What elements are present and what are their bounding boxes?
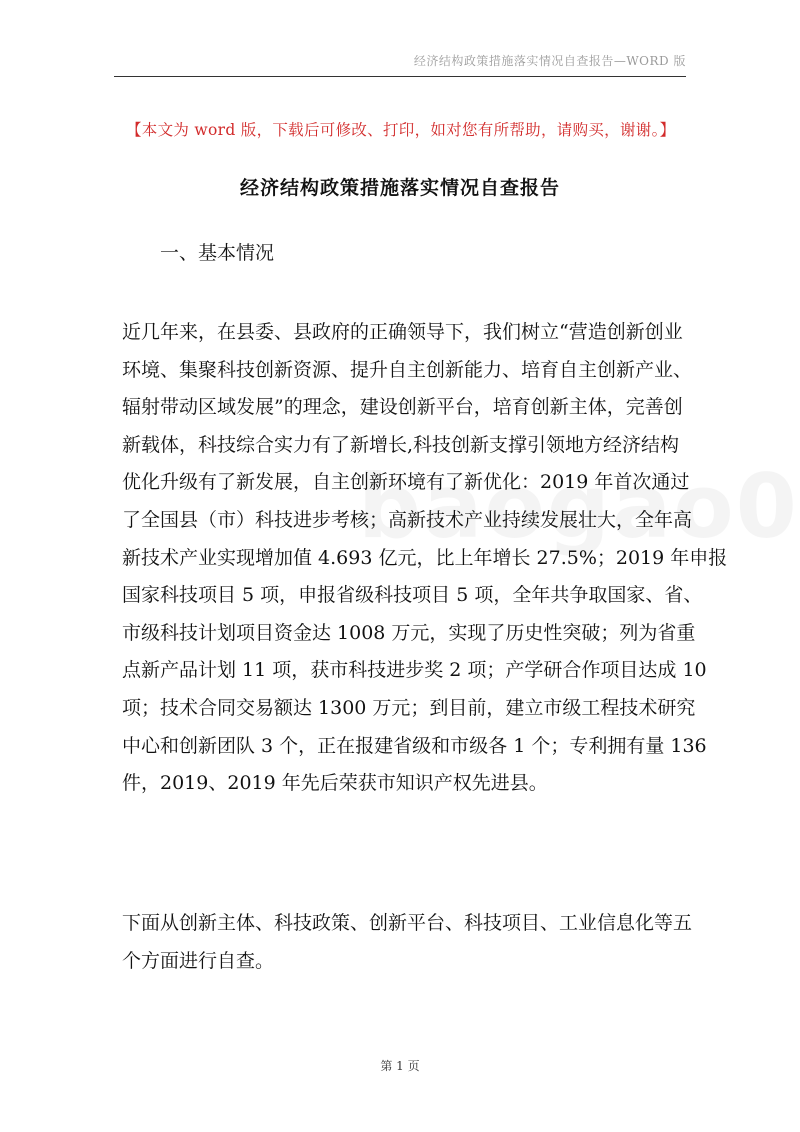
running-header: 经济结构政策措施落实情况自查报告—WORD 版 bbox=[413, 54, 686, 68]
paragraph-line: 了全国县（市）科技进步考核；高新技术产业持续发展壮大，全年高 bbox=[122, 508, 693, 531]
paragraph-line: 优化升级有了新发展，自主创新环境有了新优化：2019 年首次通过 bbox=[122, 471, 690, 494]
paragraph-line: 点新产品计划 11 项，获市科技进步奖 2 项；产学研合作项目达成 10 bbox=[122, 659, 707, 682]
paragraph-line: 国家科技项目 5 项，申报省级科技项目 5 项，全年共争取国家、省、 bbox=[122, 584, 703, 607]
paragraph-line: 项；技术合同交易额达 1300 万元；到目前，建立市级工程技术研究 bbox=[122, 696, 696, 719]
purchase-notice: 【本文为 word 版，下载后可修改、打印，如对您有所帮助，请购买，谢谢。】 bbox=[126, 121, 676, 139]
paragraph-line: 下面从创新主体、科技政策、创新平台、科技项目、工业信息化等五 bbox=[122, 912, 693, 934]
paragraph-line: 环境、集聚科技创新资源、提升自主创新能力、培育自主创新产业、 bbox=[122, 358, 693, 381]
paragraph-line: 新载体，科技综合实力有了新增长,科技创新支撑引领地方经济结构 bbox=[122, 433, 680, 456]
paragraph-line: 市级科技计划项目资金达 1008 万元，实现了历史性突破；列为省重 bbox=[122, 621, 696, 644]
paragraph-basic-situation bbox=[122, 314, 728, 803]
paragraph-line: 件，2019、2019 年先后荣获市知识产权先进县。 bbox=[122, 772, 548, 795]
header-divider bbox=[114, 76, 686, 77]
page-number: 第 1 页 bbox=[380, 1059, 420, 1073]
paragraph-line: 近几年来，在县委、县政府的正确领导下，我们树立“营造创新创业 bbox=[122, 321, 683, 343]
section-heading: 一、基本情况 bbox=[160, 242, 275, 264]
paragraph-line: 辐射带动区域发展”的理念，建设创新平台，培育创新主体，完善创 bbox=[122, 396, 683, 419]
document-title: 经济结构政策措施落实情况自查报告 bbox=[239, 177, 560, 199]
paragraph-line: 新技术产业实现增加值 4.693 亿元，比上年增长 27.5%；2019 年申报 bbox=[122, 546, 728, 569]
paragraph-line: 中心和创新团队 3 个，正在报建省级和市级各 1 个；专利拥有量 136 bbox=[122, 734, 707, 757]
paragraph-self-check-scope bbox=[122, 905, 692, 980]
paragraph-line: 个方面进行自查。 bbox=[122, 949, 275, 972]
